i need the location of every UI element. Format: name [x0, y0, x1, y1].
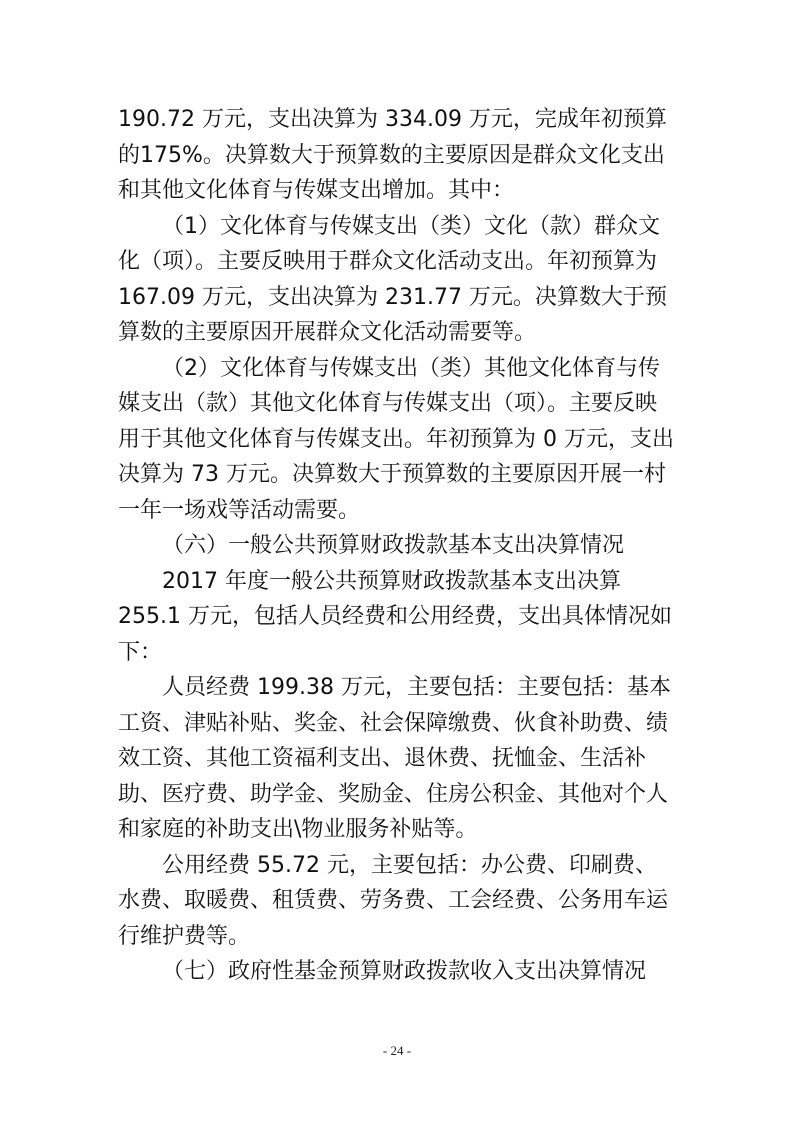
paragraph-item-1: （1）文化体育与传媒支出（类）文化（款）群众文化（项）。主要反映用于群众文化活动支出。年初预算为 167.09 万元，支出决算为 231.77 万元。决算数大于预算数的主要原因开展群众文化活动需要等。 — [118, 213, 667, 345]
paragraph-personnel-costs: 人员经费 199.38 万元，主要包括：主要包括：基本工资、津贴补贴、奖金、社会保障缴费、伙食补助费、绩效工资、其他工资福利支出、退休费、抚恤金、生活补助、医疗费、助学金、奖励金、住房公积金、其他对个人和家庭的补助支出\物业服务补贴等。 — [118, 675, 671, 842]
paragraph-continuation: 190.72 万元，支出决算为 334.09 万元，完成年初预算的175%。决算数大于预算数的主要原因是群众文化支出和其他文化体育与传媒支出增加。其中： — [118, 107, 667, 203]
section-heading-6: （六）一般公共预算财政拨款基本支出决算情况 — [162, 533, 625, 558]
section-heading-7: （七）政府性基金预算财政拨款收入支出决算情况 — [162, 959, 647, 984]
document-body — [118, 102, 676, 990]
paragraph-public-costs: 公用经费 55.72 元，主要包括：办公费、印刷费、水费、取暖费、租赁费、劳务费、工会经费、公务用车运行维护费等。 — [118, 852, 669, 949]
paragraph-basic-expenditure: 2017 年度一般公共预算财政拨款基本支出决算 255.1 万元，包括人员经费和公用经费，支出具体情况如下： — [118, 568, 672, 665]
paragraph-item-2: （2）文化体育与传媒支出（类）其他文化体育与传媒支出（款）其他文化体育与传媒支出（项）。主要反映用于其他文化体育与传媒支出。年初预算为 0 万元，支出决算为 73 万元。决算数大于预算数的主要原因开展一村一年一场戏等活动需要。 — [118, 355, 674, 523]
page-number: - 24 - — [382, 1043, 412, 1058]
